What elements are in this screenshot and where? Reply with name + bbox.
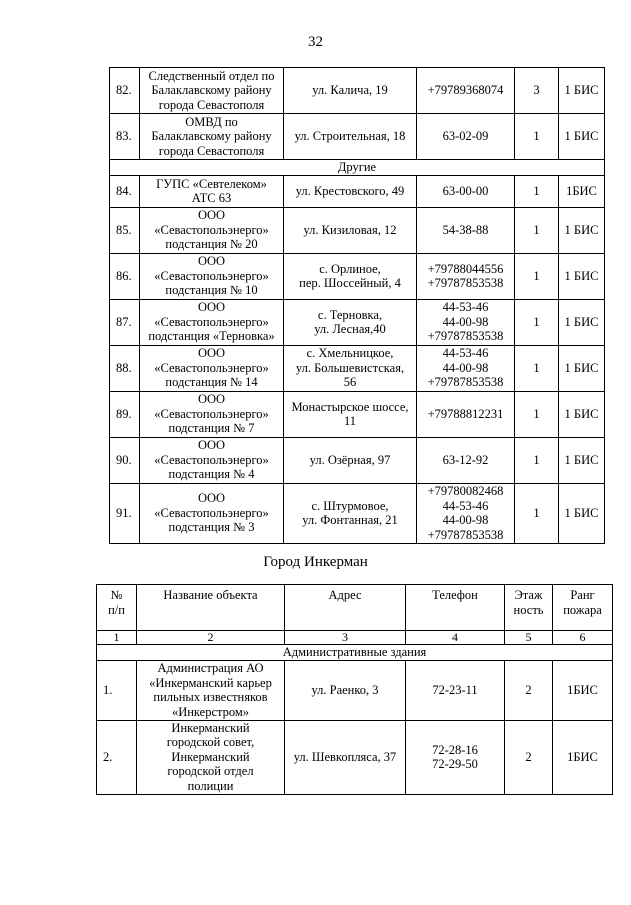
object-floors: 2 (505, 660, 553, 720)
table-header-row (97, 585, 613, 631)
object-phone: 63-12-92 (417, 437, 515, 483)
fire-rank: 1БИС (559, 175, 605, 207)
row-number: 91. (110, 483, 140, 543)
object-phone: +79789368074 (417, 68, 515, 114)
object-name: ООО «Севастопольэнерго» подстанция «Терновка» (140, 299, 284, 345)
table-row (110, 391, 605, 437)
fire-rank: 1 БИС (559, 253, 605, 299)
table-row (97, 660, 613, 720)
section-row (97, 645, 613, 661)
object-phone: 63-02-09 (417, 114, 515, 160)
section-row (110, 160, 605, 176)
object-floors: 1 (515, 253, 559, 299)
object-address: с. Штурмовое, ул. Фонтанная, 21 (284, 483, 417, 543)
object-name: ООО «Севастопольэнерго» подстанция № 20 (140, 207, 284, 253)
column-number: 6 (553, 631, 613, 645)
section-heading: Город Инкерман (263, 554, 368, 570)
table-row (110, 68, 605, 114)
row-number: 87. (110, 299, 140, 345)
object-name: ООО «Севастопольэнерго» подстанция № 3 (140, 483, 284, 543)
object-address: с. Орлиное, пер. Шоссейный, 4 (284, 253, 417, 299)
object-floors: 1 (515, 437, 559, 483)
row-number: 90. (110, 437, 140, 483)
column-number: 5 (505, 631, 553, 645)
object-phone: +79788812231 (417, 391, 515, 437)
object-address: ул. Раенко, 3 (285, 660, 406, 720)
fire-rank: 1 БИС (559, 207, 605, 253)
inkerman-objects-table (96, 584, 613, 795)
row-number: 82. (110, 68, 140, 114)
object-name: Инкерманский городской совет, Инкерманский городской отдел полиции (137, 720, 285, 794)
column-number: 1 (97, 631, 137, 645)
header-phone: Телефон (406, 585, 505, 631)
object-phone: 44-53-46 44-00-98 +79787853538 (417, 299, 515, 345)
column-number: 3 (285, 631, 406, 645)
object-floors: 3 (515, 68, 559, 114)
row-number: 86. (110, 253, 140, 299)
row-number: 89. (110, 391, 140, 437)
fire-rank: 1 БИС (559, 483, 605, 543)
section-title: Административные здания (97, 645, 613, 661)
page-number: 32 (308, 34, 323, 50)
table-row (110, 114, 605, 160)
section-title: Другие (110, 160, 605, 176)
row-number: 85. (110, 207, 140, 253)
column-number: 2 (137, 631, 285, 645)
table-row (110, 483, 605, 543)
object-address: ул. Калича, 19 (284, 68, 417, 114)
header-rank: Ранг пожара (553, 585, 613, 631)
fire-rank: 1 БИС (559, 299, 605, 345)
object-phone: +79788044556 +79787853538 (417, 253, 515, 299)
table-row (110, 345, 605, 391)
object-floors: 1 (515, 483, 559, 543)
column-numbers-row (97, 631, 613, 645)
table-row (110, 253, 605, 299)
fire-rank: 1 БИС (559, 114, 605, 160)
row-number: 2. (97, 720, 137, 794)
object-address: с. Терновка, ул. Лесная,40 (284, 299, 417, 345)
object-phone: +79780082468 44-53-46 44-00-98 +79787853538 (417, 483, 515, 543)
object-address: Монастырское шоссе, 11 (284, 391, 417, 437)
object-name: Следственный отдел по Балаклавскому району города Севастополя (140, 68, 284, 114)
object-address: ул. Крестовского, 49 (284, 175, 417, 207)
object-phone: 72-28-16 72-29-50 (406, 720, 505, 794)
table-row (110, 437, 605, 483)
object-phone: 44-53-46 44-00-98 +79787853538 (417, 345, 515, 391)
table-row (110, 299, 605, 345)
fire-rank: 1 БИС (559, 437, 605, 483)
header-address: Адрес (285, 585, 406, 631)
fire-rank: 1БИС (553, 720, 613, 794)
object-floors: 1 (515, 345, 559, 391)
object-name: ООО «Севастопольэнерго» подстанция № 4 (140, 437, 284, 483)
fire-rank: 1 БИС (559, 391, 605, 437)
object-phone: 72-23-11 (406, 660, 505, 720)
table-row (110, 175, 605, 207)
fire-rank: 1 БИС (559, 345, 605, 391)
object-name: ОМВД по Балаклавскому району города Севастополя (140, 114, 284, 160)
object-floors: 1 (515, 175, 559, 207)
object-address: ул. Шевкопляса, 37 (285, 720, 406, 794)
object-address: ул. Озёрная, 97 (284, 437, 417, 483)
header-name: Название объекта (137, 585, 285, 631)
table-row (110, 207, 605, 253)
object-phone: 54-38-88 (417, 207, 515, 253)
row-number: 1. (97, 660, 137, 720)
row-number: 83. (110, 114, 140, 160)
object-phone: 63-00-00 (417, 175, 515, 207)
object-name: ГУПС «Севтелеком» АТС 63 (140, 175, 284, 207)
object-name: ООО «Севастопольэнерго» подстанция № 10 (140, 253, 284, 299)
table-row (97, 720, 613, 794)
object-name: Администрация АО «Инкерманский карьер пильных известняков «Инкерстром» (137, 660, 285, 720)
object-address: ул. Кизиловая, 12 (284, 207, 417, 253)
object-floors: 2 (505, 720, 553, 794)
row-number: 88. (110, 345, 140, 391)
object-floors: 1 (515, 391, 559, 437)
object-address: ул. Строительная, 18 (284, 114, 417, 160)
object-floors: 1 (515, 299, 559, 345)
object-floors: 1 (515, 207, 559, 253)
column-number: 4 (406, 631, 505, 645)
header-number: № п/п (97, 585, 137, 631)
fire-rank: 1 БИС (559, 68, 605, 114)
row-number: 84. (110, 175, 140, 207)
object-name: ООО «Севастопольэнерго» подстанция № 14 (140, 345, 284, 391)
header-floors: Этаж ность (505, 585, 553, 631)
fire-rank: 1БИС (553, 660, 613, 720)
objects-table-continued (109, 67, 605, 544)
object-name: ООО «Севастопольэнерго» подстанция № 7 (140, 391, 284, 437)
object-floors: 1 (515, 114, 559, 160)
object-address: с. Хмельницкое, ул. Большевистская, 56 (284, 345, 417, 391)
